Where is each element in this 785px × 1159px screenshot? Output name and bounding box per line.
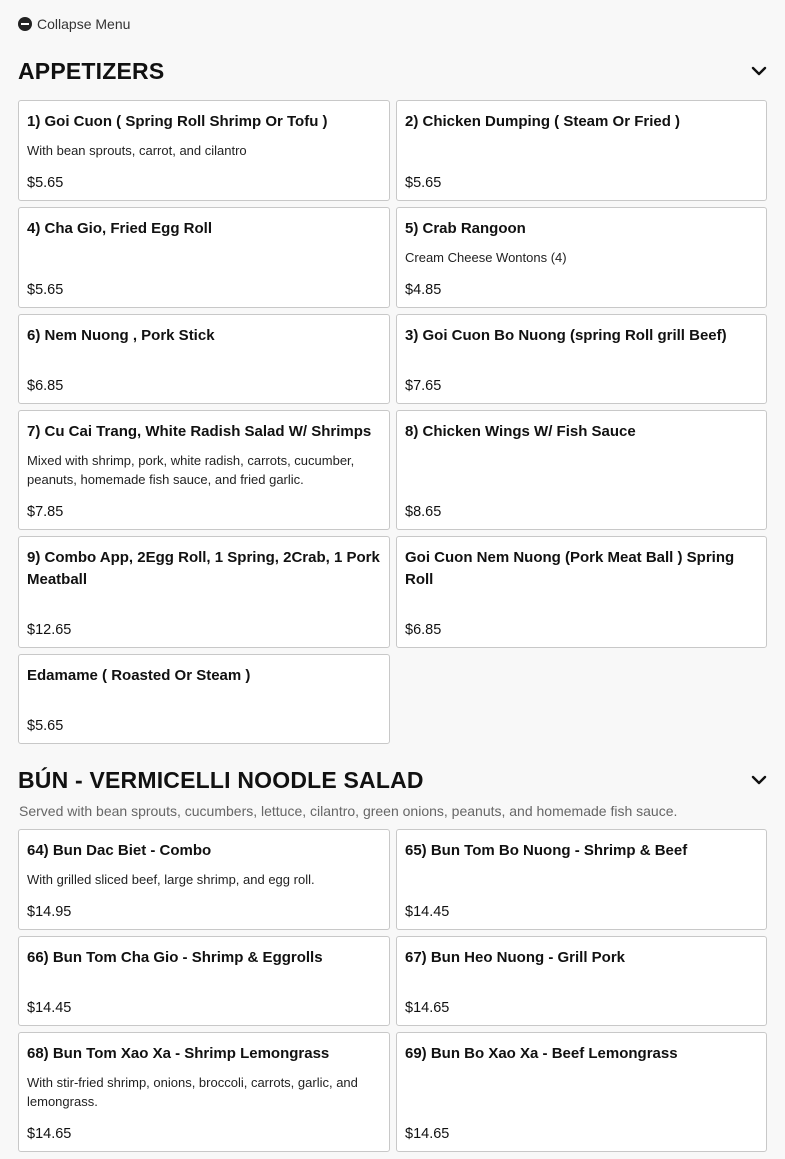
item-description: With bean sprouts, carrot, and cilantro: [27, 143, 247, 158]
menu-item-card[interactable]: [18, 536, 390, 648]
section-appetizers: [18, 54, 768, 744]
item-name: 7) Cu Cai Trang, White Radish Salad W/ Shrimps: [27, 423, 372, 440]
menu-item-card[interactable]: [396, 410, 767, 530]
menu-item-card[interactable]: [18, 314, 390, 404]
item-description: With grilled sliced beef, large shrimp, and egg roll.: [27, 872, 315, 887]
item-name: 65) Bun Tom Bo Nuong - Shrimp & Beef: [405, 842, 688, 859]
section-header[interactable]: [18, 54, 768, 88]
item-price: $14.65: [405, 1126, 450, 1142]
item-price: $4.85: [405, 282, 442, 298]
item-price: $8.65: [405, 504, 442, 520]
item-price: $5.65: [27, 718, 64, 734]
menu-item-card[interactable]: [18, 936, 390, 1026]
item-name: 69) Bun Bo Xao Xa - Beef Lemongrass: [405, 1045, 678, 1062]
item-name: 68) Bun Tom Xao Xa - Shrimp Lemongrass: [27, 1045, 330, 1062]
collapse-menu-label: Collapse Menu: [37, 16, 131, 32]
item-description: With stir-fried shrimp, onions, broccoli, carrots, garlic, and lemongrass.: [27, 1075, 358, 1109]
section-description: Served with bean sprouts, cucumbers, lettuce, cilantro, green onions, peanuts, and homemade fish sauce.: [19, 803, 678, 819]
item-description: Mixed with shrimp, pork, white radish, carrots, cucumber, peanuts, homemade fish sauce, and fried garlic.: [27, 453, 355, 487]
menu-item-card[interactable]: [396, 314, 767, 404]
item-price: $14.45: [27, 1000, 72, 1016]
chevron-down-icon[interactable]: [750, 771, 768, 789]
item-name: 2) Chicken Dumping ( Steam Or Fried ): [405, 113, 681, 130]
section-title: APPETIZERS: [18, 57, 165, 84]
section-header[interactable]: [18, 763, 768, 797]
menu-item-card[interactable]: [18, 829, 390, 930]
item-name: 5) Crab Rangoon: [405, 220, 526, 237]
item-price: $7.65: [405, 378, 442, 394]
item-name: 64) Bun Dac Biet - Combo: [27, 842, 212, 859]
item-name: 3) Goi Cuon Bo Nuong (spring Roll grill Beef): [405, 327, 727, 344]
item-price: $5.65: [405, 175, 442, 191]
menu-item-card[interactable]: [396, 829, 767, 930]
item-description: Cream Cheese Wontons (4): [405, 250, 567, 265]
menu-item-card[interactable]: [396, 936, 767, 1026]
item-price: $14.65: [27, 1126, 72, 1142]
item-price: $14.65: [405, 1000, 450, 1016]
menu-item-card[interactable]: [18, 100, 390, 201]
item-price: $14.95: [27, 904, 72, 920]
menu-item-card[interactable]: [396, 1032, 767, 1152]
menu-grid: [18, 829, 768, 1152]
menu-item-card[interactable]: [18, 410, 390, 530]
item-price: $5.65: [27, 175, 64, 191]
item-name: 67) Bun Heo Nuong - Grill Pork: [405, 949, 626, 966]
item-price: $12.65: [27, 622, 72, 638]
menu-item-card[interactable]: [396, 207, 767, 308]
item-name: 4) Cha Gio, Fried Egg Roll: [27, 220, 213, 237]
collapse-menu-button[interactable]: [18, 16, 130, 32]
item-name: 8) Chicken Wings W/ Fish Sauce: [405, 423, 636, 440]
item-price: $6.85: [27, 378, 64, 394]
item-name: Goi Cuon Nem Nuong (Pork Meat Ball ) Spring Roll: [405, 549, 735, 588]
item-price: $5.65: [27, 282, 64, 298]
menu-grid: [18, 100, 768, 744]
item-name: 6) Nem Nuong , Pork Stick: [27, 327, 215, 344]
menu-item-card[interactable]: [18, 207, 390, 308]
item-price: $7.85: [27, 504, 64, 520]
chevron-down-icon[interactable]: [750, 62, 768, 80]
item-name: 66) Bun Tom Cha Gio - Shrimp & Eggrolls: [27, 949, 323, 966]
menu-item-card[interactable]: [18, 654, 390, 744]
menu-item-card[interactable]: [396, 536, 767, 648]
section-title: BÚN - VERMICELLI NOODLE SALAD: [18, 766, 424, 793]
item-price: $14.45: [405, 904, 450, 920]
item-name: Edamame ( Roasted Or Steam ): [27, 667, 251, 684]
menu-item-card[interactable]: [18, 1032, 390, 1152]
item-name: 1) Goi Cuon ( Spring Roll Shrimp Or Tofu ): [27, 113, 328, 130]
item-name: 9) Combo App, 2Egg Roll, 1 Spring, 2Crab, 1 Pork Meatball: [27, 549, 380, 588]
minus-circle-icon: [18, 17, 32, 31]
section-bun-vermicelli: [18, 763, 768, 1152]
menu-item-card[interactable]: [396, 100, 767, 201]
item-price: $6.85: [405, 622, 442, 638]
